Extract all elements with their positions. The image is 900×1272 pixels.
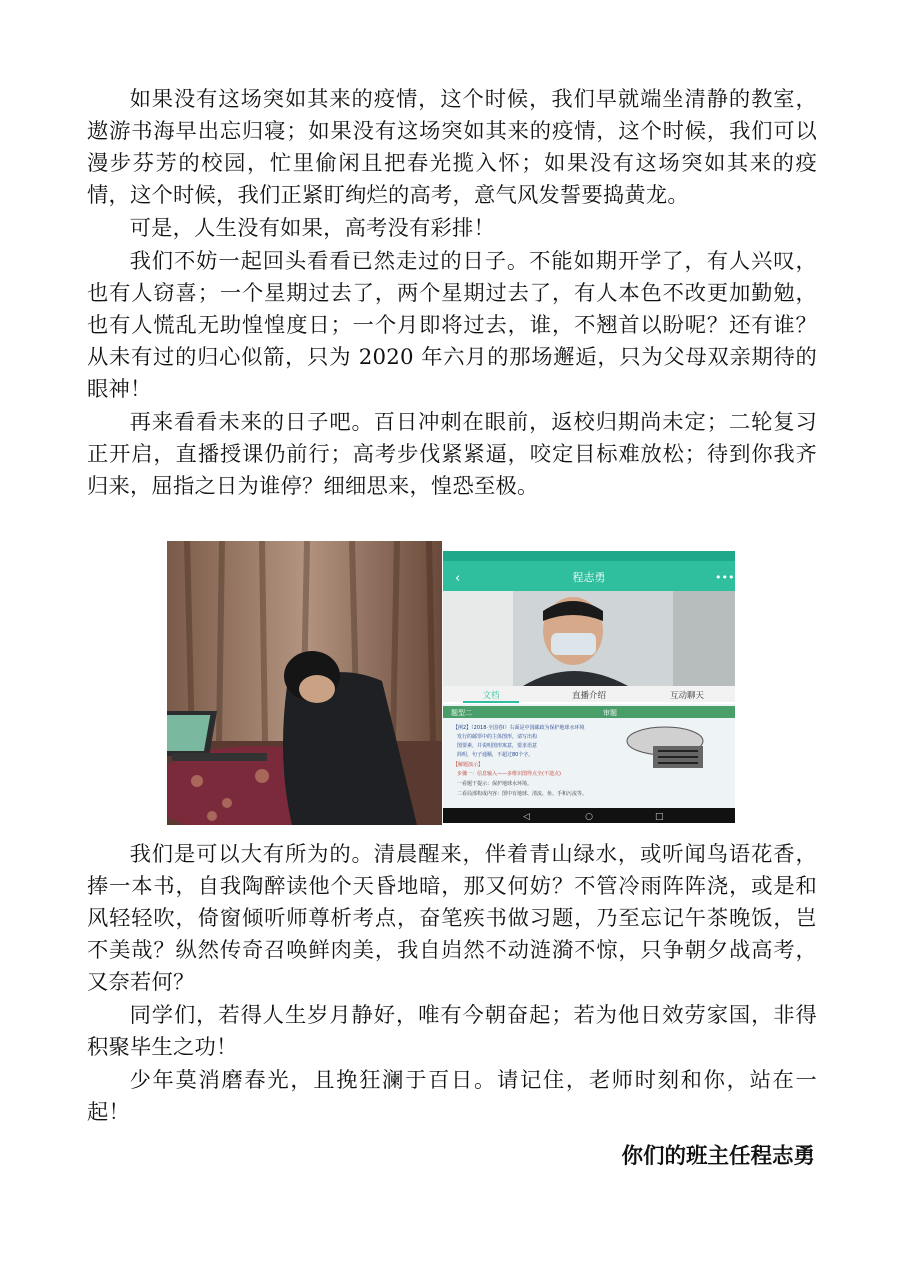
- paragraph: 可是，人生没有如果，高考没有彩排！: [129, 216, 496, 241]
- slide-line: 一看题干提示：保护地球水环境。: [457, 781, 533, 787]
- slide-line: 简明，句子通顺，不超过80个字。: [457, 752, 534, 758]
- slide-line: 【例2】（2018·全国卷Ⅰ）右面是中国邮政为保护地球水环境: [453, 725, 585, 731]
- article-top: [87, 84, 817, 504]
- phone-title: 程志勇: [572, 571, 606, 584]
- paragraph: 我们是可以大有所为的。清晨醒来，伴着青山绿水，或听闻鸟语花香，捧一本书，自我陶醉读他个天昏地暗，那又何妨？不管冷雨阵阵浇，或是和风轻轻吹，倚窗倾听师尊析考点，奋笔疾书做习题，乃至忘记午茶晚饭，岂不美哉？纵然传奇召唤鲜肉美，我自岿然不动涟漪不惊，只争朝夕战高考，又奈若何？: [87, 842, 817, 995]
- phone-screen-illustration: [443, 551, 735, 823]
- slide-line: 步骤一：信息输入——多维识图得点全(不遗点): [457, 771, 561, 777]
- slide-line: 图要素，并说明图形寓意，要求语意: [457, 743, 538, 749]
- paragraph: 同学们，若得人生岁月静好，唯有今朝奋起；若为他日效劳家国，非得积聚毕生之功！: [87, 1003, 817, 1060]
- slide-header-right: 审题: [603, 709, 617, 717]
- tab-chat: 互动聊天: [669, 691, 705, 701]
- student-photo-illustration: [167, 541, 442, 825]
- paragraph: 再来看看未来的日子吧。百日冲刺在眼前，返校归期尚未定；二轮复习正开启，直播授课仍前行；高考步伐紧紧逼，咬定目标难放松；待到你我齐归来，屈指之日为谁停？细细思来，惶恐至极。: [87, 410, 817, 499]
- tab-live-intro: 直播介绍: [571, 691, 607, 701]
- paragraph: 少年莫消磨春光，且挽狂澜于百日。请记住，老师时刻和你，站在一起！: [87, 1068, 817, 1125]
- paragraph: 如果没有这场突如其来的疫情，这个时候，我们早就端坐清静的教室，遨游书海早出忘归寝；如果没有这场突如其来的疫情，这个时候，我们可以漫步芬芳的校园，忙里偷闲且把春光揽入怀；如果没有这场突如其来的疫情，这个时候，我们正紧盯绚烂的高考，意气风发誓要捣黄龙。: [87, 87, 817, 208]
- student-studying-photo: [167, 541, 442, 825]
- signature: 你们的班主任程志勇: [621, 1144, 815, 1169]
- live-class-phone-screenshot: [443, 551, 735, 823]
- photo-collage: [167, 541, 735, 825]
- paragraph: 我们不妨一起回头看看已然走过的日子。不能如期开学了，有人兴叹，也有人窃喜；一个星期过去了，两个星期过去了，有人本色不改更加勤勉，也有人慌乱无助惶惶度日；一个月即将过去，谁，不翘首以盼呢？还有谁？从未有过的归心似箭，只为 2020 年六月的那场邂逅，只为父母双亲期待的眼神！: [87, 249, 817, 402]
- slide-header: [443, 706, 735, 718]
- nav-back-icon: ◁: [523, 812, 530, 822]
- more-icon: •••: [715, 571, 735, 584]
- article-bottom: [87, 839, 817, 1130]
- slide-header-left: 题型二: [451, 709, 472, 717]
- slide-line: 二看局部构成内容：图中有地球、清流、鱼、手和污流等。: [457, 791, 588, 797]
- back-arrow-icon: ‹: [455, 571, 461, 586]
- nav-home-icon: ○: [585, 812, 593, 822]
- slide-line: 【解题演示】: [453, 762, 484, 768]
- nav-recent-icon: □: [655, 812, 664, 822]
- slide-line: 发行的邮票中的主体图形，请写出构: [457, 734, 538, 740]
- tab-documents: 文档: [482, 691, 500, 701]
